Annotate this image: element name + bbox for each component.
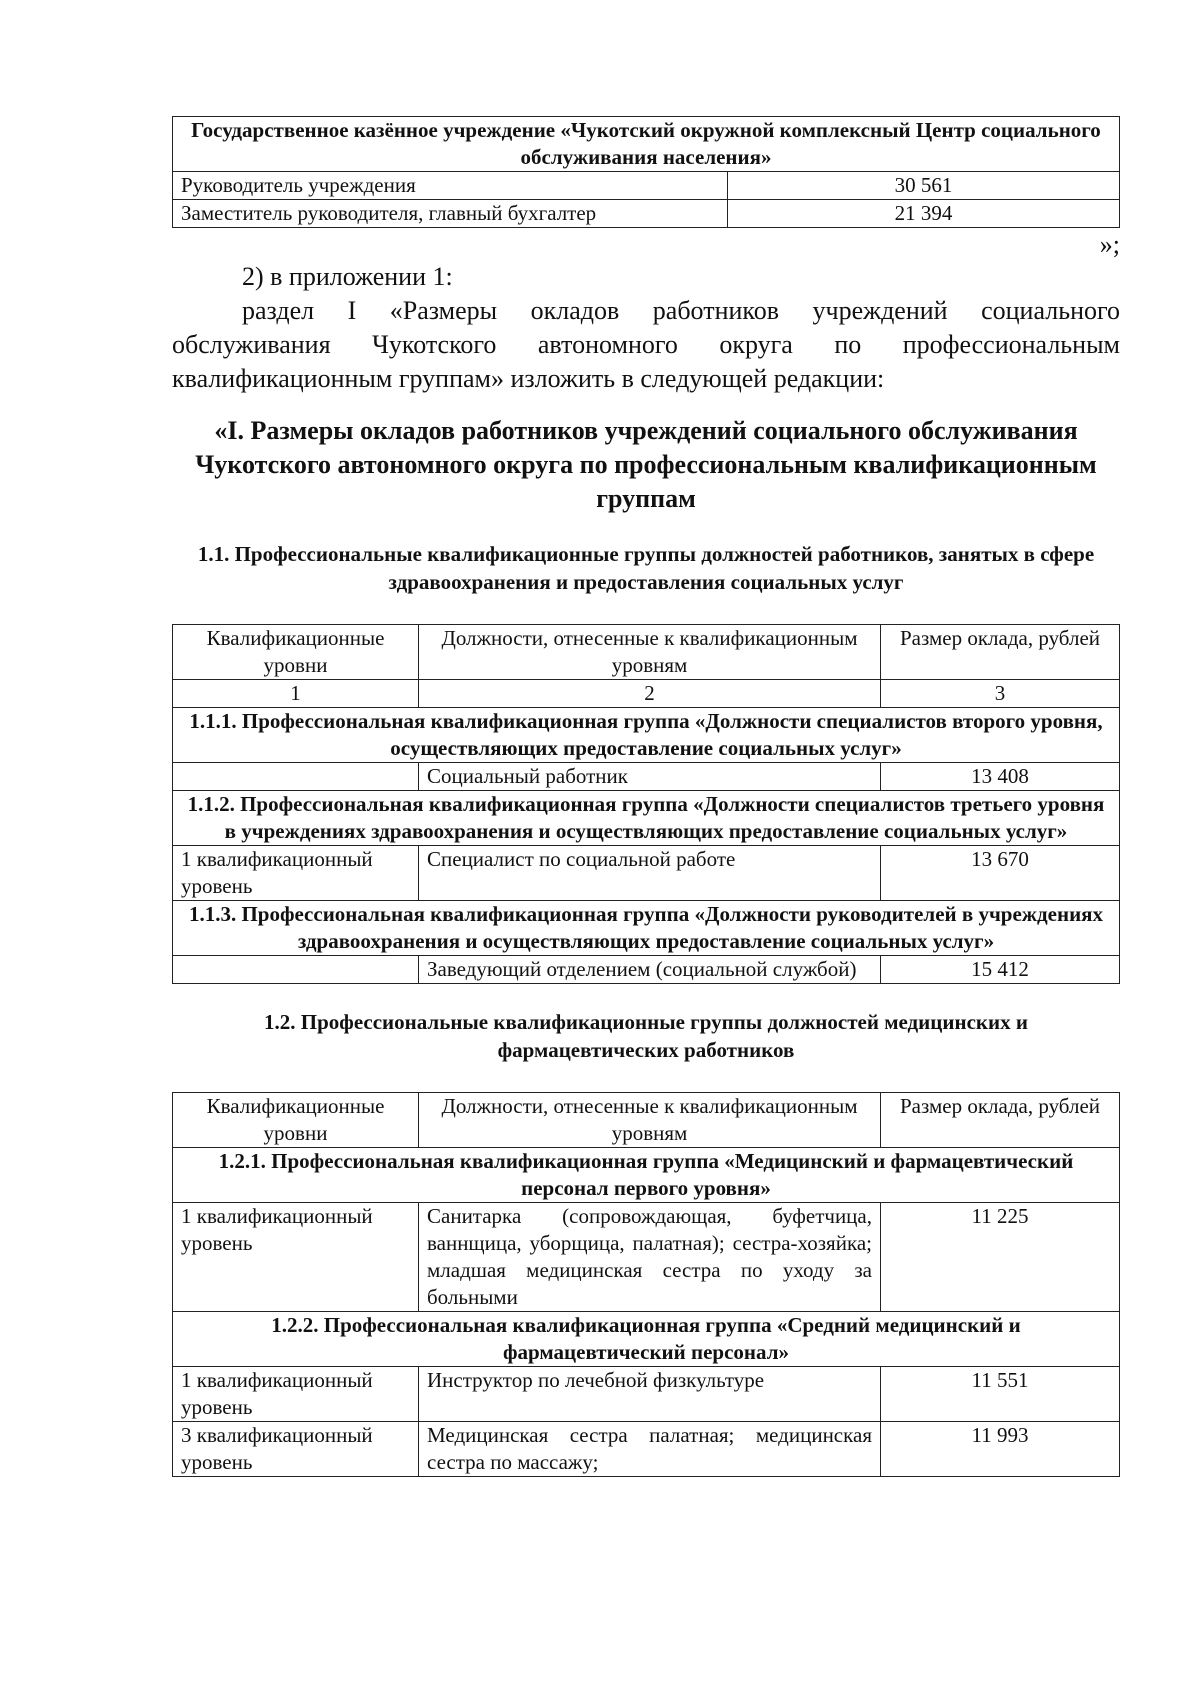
- position-cell: Специалист по социальной работе: [419, 846, 881, 901]
- amendment-text: раздел I «Размеры окладов работников учреждений социального обслуживания Чукотского автономного округа по профессиональным квалификационным группам» изложить в следующей редакции:: [172, 296, 1120, 393]
- salary-cell: 13 670: [881, 846, 1120, 901]
- level-cell: [173, 956, 419, 984]
- amendment-item: 2) в приложении 1:: [242, 262, 453, 291]
- level-cell: 1 квалификационный уровень: [173, 1203, 419, 1312]
- table-header-row: [173, 625, 1120, 680]
- table-row: [173, 763, 1120, 791]
- subsection-title-1-1: 1.1. Профессиональные квалификационные группы должностей работников, занятых в сфере здравоохранения и предоставления социальных услуг: [197, 542, 1095, 594]
- column-header: Должности, отнесенные к квалификационным уровням: [419, 1093, 881, 1148]
- table-row: [173, 1367, 1120, 1422]
- section-title: «I. Размеры окладов работников учреждений социального обслуживания Чукотского автономного округа по профессиональным квалификационным группам: [195, 416, 1097, 513]
- table-row: [173, 1422, 1120, 1477]
- table-row: [173, 846, 1120, 901]
- table-row: [173, 1203, 1120, 1312]
- closing-quote: »;: [1099, 230, 1120, 259]
- column-header: Размер оклада, рублей: [881, 1093, 1120, 1148]
- document-page: [172, 116, 1120, 1477]
- table-row: [173, 172, 1120, 200]
- table-header-row: [173, 1093, 1120, 1148]
- position-cell: Медицинская сестра палатная; медицинская сестра по массажу;: [419, 1422, 881, 1477]
- position-cell: Санитарка (сопровождающая, буфетчица, ваннщица, уборщица, палатная); сестра-хозяйка; младшая медицинская сестра по уходу за больными: [419, 1203, 881, 1312]
- salary-table-1-1: [172, 624, 1120, 984]
- column-header: Квалификационные уровни: [173, 1093, 419, 1148]
- position-cell: Социальный работник: [419, 763, 881, 791]
- salary-cell: 11 551: [881, 1367, 1120, 1422]
- salary-cell: 11 993: [881, 1422, 1120, 1477]
- salary-cell: 11 225: [881, 1203, 1120, 1312]
- group-title: 1.1.3. Профессиональная квалификационная группа «Должности руководителей в учреждениях здравоохранения и осуществляющих предоставление социальных услуг»: [173, 901, 1120, 956]
- table-row: [173, 956, 1120, 984]
- position-cell: Руководитель учреждения: [173, 172, 728, 200]
- level-cell: 1 квалификационный уровень: [173, 1367, 419, 1422]
- column-number: 2: [419, 680, 881, 708]
- column-header: Квалификационные уровни: [173, 625, 419, 680]
- group-title: 1.2.2. Профессиональная квалификационная группа «Средний медицинский и фармацевтический персонал»: [173, 1312, 1120, 1367]
- group-title: 1.1.2. Профессиональная квалификационная группа «Должности специалистов третьего уровня в учреждениях здравоохранения и осуществляющих предоставление социальных услуг»: [173, 791, 1120, 846]
- column-number: 3: [881, 680, 1120, 708]
- level-cell: 3 квалификационный уровень: [173, 1422, 419, 1477]
- salary-cell: 15 412: [881, 956, 1120, 984]
- group-title: 1.2.1. Профессиональная квалификационная группа «Медицинский и фармацевтический персонал первого уровня»: [173, 1148, 1120, 1203]
- salary-cell: 13 408: [881, 763, 1120, 791]
- column-header: Размер оклада, рублей: [881, 625, 1120, 680]
- salary-table-1-2: [172, 1092, 1120, 1477]
- group-title: 1.1.1. Профессиональная квалификационная группа «Должности специалистов второго уровня, осуществляющих предоставление социальных услуг»: [173, 708, 1120, 763]
- salary-cell: 21 394: [728, 200, 1120, 228]
- position-cell: Заведующий отделением (социальной службой): [419, 956, 881, 984]
- column-number-row: [173, 680, 1120, 708]
- level-cell: [173, 763, 419, 791]
- table-row: [173, 200, 1120, 228]
- level-cell: 1 квалификационный уровень: [173, 846, 419, 901]
- position-cell: Инструктор по лечебной физкультуре: [419, 1367, 881, 1422]
- column-header: Должности, отнесенные к квалификационным уровням: [419, 625, 881, 680]
- position-cell: Заместитель руководителя, главный бухгалтер: [173, 200, 728, 228]
- subsection-title-1-2: 1.2. Профессиональные квалификационные группы должностей медицинских и фармацевтических работников: [264, 1010, 1028, 1062]
- column-number: 1: [173, 680, 419, 708]
- institution-salary-table: [172, 116, 1120, 228]
- salary-cell: 30 561: [728, 172, 1120, 200]
- institution-header: Государственное казённое учреждение «Чукотский окружной комплексный Центр социального обслуживания населения»: [173, 117, 1120, 172]
